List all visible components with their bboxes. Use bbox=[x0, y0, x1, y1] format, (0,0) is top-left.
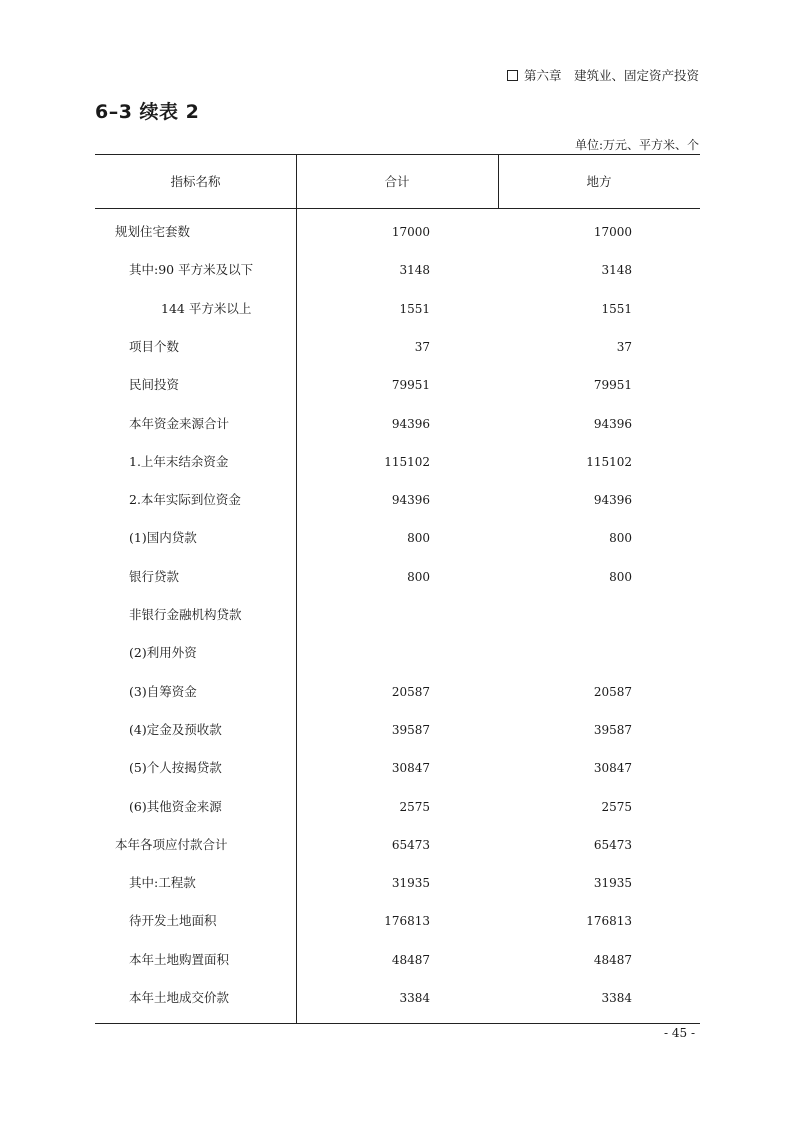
row-label: 项目个数 bbox=[129, 338, 180, 354]
table-row bbox=[95, 519, 700, 557]
row-label: 本年土地成交价款 bbox=[129, 990, 230, 1005]
cell-local: 800 bbox=[609, 531, 632, 546]
cell-total: 39587 bbox=[391, 722, 430, 737]
cell-total: 176813 bbox=[384, 914, 430, 929]
cell-total: 800 bbox=[407, 531, 430, 546]
row-label: 民间投资 bbox=[129, 377, 180, 393]
cell-local: 65473 bbox=[593, 837, 632, 852]
chapter-header bbox=[507, 66, 699, 84]
cell-local bbox=[498, 634, 632, 672]
table-header-rule bbox=[95, 208, 700, 209]
table-row bbox=[95, 826, 700, 864]
table-row bbox=[95, 788, 700, 826]
cell-total bbox=[296, 596, 430, 634]
row-label: 待开发土地面积 bbox=[129, 913, 217, 929]
cell-local: 79951 bbox=[593, 378, 632, 393]
table-row bbox=[95, 634, 700, 672]
cell-total: 17000 bbox=[391, 225, 430, 239]
cell-local: 20587 bbox=[593, 684, 632, 699]
cell-local: 800 bbox=[609, 569, 632, 584]
cell-total: 30847 bbox=[391, 761, 430, 776]
cell-total: 2575 bbox=[399, 799, 430, 814]
row-label: (5)个人按揭贷款 bbox=[129, 760, 222, 776]
cell-local: 30847 bbox=[593, 761, 632, 776]
table-row bbox=[95, 673, 700, 711]
cell-total: 37 bbox=[414, 339, 430, 354]
row-label: (6)其他资金来源 bbox=[129, 798, 222, 814]
cell-total: 115102 bbox=[384, 454, 430, 469]
table-row bbox=[95, 290, 700, 328]
checkbox-square-icon bbox=[507, 70, 518, 81]
table-title: 6–3 续表 2 bbox=[95, 101, 200, 123]
cell-total: 94396 bbox=[391, 416, 430, 431]
cell-total: 94396 bbox=[391, 493, 430, 508]
cell-total: 3384 bbox=[399, 991, 430, 1005]
column-header-indicator: 指标名称 bbox=[170, 174, 221, 189]
row-label: 银行贷款 bbox=[129, 568, 180, 584]
table-row bbox=[95, 213, 700, 251]
row-label: (1)国内贷款 bbox=[129, 530, 197, 546]
table-row bbox=[95, 558, 700, 596]
cell-local: 39587 bbox=[593, 722, 632, 737]
cell-total: 65473 bbox=[391, 837, 430, 852]
row-label: (3)自筹资金 bbox=[129, 683, 197, 699]
cell-local: 48487 bbox=[593, 952, 632, 967]
table-row bbox=[95, 251, 700, 289]
table-row bbox=[95, 405, 700, 443]
cell-total: 20587 bbox=[391, 684, 430, 699]
table-row bbox=[95, 328, 700, 366]
page-number: - 45 - bbox=[663, 1026, 695, 1040]
cell-total bbox=[296, 634, 430, 672]
row-label: (4)定金及预收款 bbox=[129, 721, 222, 737]
cell-local: 3148 bbox=[601, 263, 632, 278]
cell-local: 94396 bbox=[593, 416, 632, 431]
column-header-total: 合计 bbox=[384, 174, 410, 189]
table-row bbox=[95, 902, 700, 940]
table-row bbox=[95, 864, 700, 902]
cell-total: 79951 bbox=[391, 378, 430, 393]
cell-local bbox=[498, 596, 632, 634]
cell-total: 3148 bbox=[399, 263, 430, 278]
table-row bbox=[95, 366, 700, 404]
chapter-title: 第六章 建筑业、固定资产投资 bbox=[523, 68, 699, 83]
row-label: 其中:90 平方米及以下 bbox=[129, 262, 254, 278]
row-label: 2.本年实际到位资金 bbox=[129, 492, 241, 508]
cell-local: 37 bbox=[616, 339, 632, 354]
table-row bbox=[95, 596, 700, 634]
cell-local: 17000 bbox=[593, 225, 632, 239]
row-label: (2)利用外资 bbox=[129, 645, 197, 661]
cell-local: 31935 bbox=[593, 876, 632, 891]
row-label: 规划住宅套数 bbox=[115, 224, 191, 239]
statistics-table bbox=[95, 154, 700, 1024]
cell-local: 3384 bbox=[601, 991, 632, 1005]
unit-note: 单位:万元、平方米、个 bbox=[574, 138, 699, 152]
row-label: 本年资金来源合计 bbox=[129, 415, 230, 431]
table-row bbox=[95, 941, 700, 979]
row-label: 非银行金融机构贷款 bbox=[129, 607, 242, 622]
cell-total: 48487 bbox=[391, 952, 430, 967]
row-label: 其中:工程款 bbox=[129, 875, 196, 891]
row-label: 144 平方米以上 bbox=[161, 300, 252, 316]
cell-total: 1551 bbox=[399, 301, 430, 316]
table-row bbox=[95, 481, 700, 519]
cell-total: 800 bbox=[407, 569, 430, 584]
table-bottom-rule bbox=[95, 1023, 700, 1024]
cell-local: 1551 bbox=[601, 301, 632, 316]
cell-total: 31935 bbox=[391, 876, 430, 891]
table-row bbox=[95, 443, 700, 481]
column-header-local: 地方 bbox=[586, 174, 612, 189]
row-label: 本年各项应付款合计 bbox=[115, 836, 228, 852]
cell-local: 94396 bbox=[593, 493, 632, 508]
cell-local: 176813 bbox=[586, 914, 632, 929]
cell-local: 115102 bbox=[586, 454, 632, 469]
row-label: 本年土地购置面积 bbox=[129, 951, 230, 967]
cell-local: 2575 bbox=[601, 799, 632, 814]
table-row bbox=[95, 979, 700, 1017]
table-row bbox=[95, 749, 700, 787]
row-label: 1.上年末结余资金 bbox=[129, 453, 229, 469]
table-row bbox=[95, 711, 700, 749]
